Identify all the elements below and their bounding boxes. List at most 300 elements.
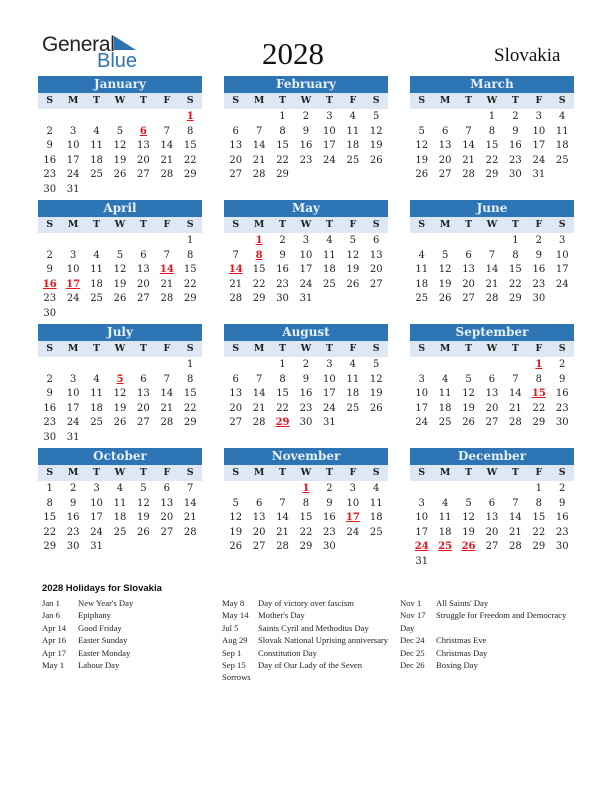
country-name: Slovakia — [494, 45, 561, 66]
holiday-name: Easter Sunday — [78, 635, 128, 646]
day-cell: 21 — [160, 278, 174, 290]
day-cell: 4 — [418, 249, 425, 261]
day-cell: 29 — [183, 169, 197, 181]
day-cell: 8 — [187, 125, 194, 137]
holiday-date: Apr 17 — [42, 647, 67, 658]
day-cell: 26 — [229, 541, 243, 553]
day-cell: 30 — [509, 169, 522, 181]
month-title: December — [410, 448, 574, 465]
day-cell: 20 — [369, 264, 383, 276]
day-cell: 3 — [418, 373, 425, 385]
day-cell: 8 — [187, 249, 194, 261]
weekday-header — [224, 341, 388, 357]
weekday-header — [410, 465, 574, 481]
day-cell: 1 — [535, 483, 542, 494]
day-cell: 23 — [66, 526, 80, 538]
day-cell: 3 — [69, 249, 77, 261]
day-cell: 23 — [299, 154, 313, 166]
day-cell: 30 — [43, 307, 57, 319]
day-cell: 28 — [276, 541, 289, 553]
day-cell: 30 — [323, 541, 336, 553]
day-cell: 17 — [66, 402, 80, 414]
empty-cell — [132, 234, 155, 249]
day-cell: 16 — [43, 402, 57, 414]
day-cell: 18 — [90, 402, 103, 414]
day-cell: 8 — [512, 249, 519, 261]
day-cell: 25 — [438, 417, 452, 429]
holiday-date: Sep 15 — [222, 660, 246, 671]
day-cell: 8 — [488, 125, 496, 137]
empty-cell — [247, 110, 270, 125]
weekday-label: T — [465, 219, 473, 230]
day-cell: 10 — [66, 140, 80, 152]
holiday-item — [400, 647, 580, 659]
holiday-name: All Saints' Day — [436, 598, 489, 608]
day-cell: 13 — [137, 140, 150, 152]
day-cell: 27 — [369, 278, 383, 290]
day-cell: 26 — [369, 402, 383, 414]
day-grid — [38, 481, 202, 555]
day-cell: 18 — [369, 512, 383, 524]
day-cell: 7 — [512, 497, 519, 509]
day-cell: 3 — [349, 483, 356, 494]
day-cell: 23 — [509, 154, 522, 166]
day-cell: 16 — [555, 512, 569, 524]
day-cell: 19 — [462, 526, 475, 538]
empty-cell — [480, 234, 503, 249]
empty-cell — [457, 358, 480, 373]
day-grid — [410, 481, 574, 570]
holiday-day-cell: 14 — [159, 264, 174, 276]
day-cell: 10 — [415, 512, 429, 524]
weekday-label: T — [139, 219, 147, 230]
weekday-label: M — [67, 95, 79, 106]
day-cell: 10 — [415, 388, 429, 400]
day-cell: 24 — [90, 526, 103, 538]
day-cell: 3 — [418, 497, 425, 509]
holiday-day-cell: 14 — [228, 264, 243, 276]
day-cell: 8 — [279, 373, 286, 385]
day-grid — [410, 109, 574, 183]
weekday-label: M — [439, 343, 451, 354]
holiday-date: Jan 1 — [42, 598, 60, 608]
day-cell: 20 — [462, 278, 475, 290]
day-cell: 1 — [279, 359, 286, 370]
holiday-date: Jan 6 — [42, 610, 60, 621]
weekday-label: S — [46, 343, 54, 354]
generalblue-logo — [42, 33, 142, 71]
empty-cell — [108, 110, 131, 125]
day-grid — [224, 233, 388, 307]
weekday-label: T — [93, 343, 101, 354]
day-cell: 18 — [415, 278, 429, 290]
empty-cell — [504, 358, 527, 373]
day-cell: 2 — [279, 235, 286, 246]
month-title: September — [410, 324, 574, 341]
day-cell: 18 — [90, 278, 103, 290]
month-title: May — [224, 200, 388, 217]
weekday-label: S — [186, 219, 194, 230]
day-cell: 10 — [66, 264, 80, 276]
day-cell: 29 — [532, 541, 546, 553]
holiday-item — [42, 659, 212, 671]
day-cell: 29 — [532, 417, 546, 429]
day-cell: 6 — [488, 497, 496, 509]
day-cell: 22 — [299, 526, 313, 538]
day-cell: 13 — [137, 264, 150, 276]
empty-cell — [247, 482, 270, 497]
empty-cell — [457, 482, 480, 497]
weekday-label: M — [253, 219, 265, 230]
day-cell: 6 — [232, 125, 239, 137]
day-cell: 24 — [415, 417, 429, 429]
day-cell: 30 — [299, 417, 313, 429]
day-cell: 19 — [415, 154, 429, 166]
weekday-label: S — [372, 95, 380, 106]
empty-cell — [155, 110, 178, 125]
holiday-day-cell: 26 — [461, 541, 476, 553]
day-cell: 6 — [140, 373, 147, 385]
weekday-label: F — [349, 343, 357, 354]
day-cell: 1 — [46, 483, 53, 494]
day-cell: 16 — [299, 388, 313, 400]
day-cell: 16 — [276, 264, 289, 276]
weekday-label: T — [93, 467, 101, 478]
day-cell: 21 — [229, 278, 243, 290]
day-cell: 24 — [532, 154, 546, 166]
holiday-day-cell: 17 — [66, 278, 81, 290]
day-cell: 6 — [232, 373, 239, 385]
holiday-item — [222, 647, 392, 659]
day-cell: 4 — [349, 359, 356, 370]
empty-cell — [61, 234, 84, 249]
day-cell: 15 — [276, 388, 289, 400]
weekday-label: S — [372, 343, 380, 354]
weekday-header — [410, 217, 574, 233]
holidays-title: 2028 Holidays for Slovakia — [42, 583, 162, 594]
holiday-day-cell: 1 — [302, 483, 310, 494]
day-cell: 28 — [160, 169, 174, 181]
day-cell: 17 — [415, 526, 429, 538]
day-cell: 9 — [559, 373, 566, 385]
day-cell: 13 — [137, 388, 150, 400]
day-cell: 23 — [555, 526, 569, 538]
weekday-label: T — [139, 95, 147, 106]
empty-cell — [38, 234, 61, 249]
day-cell: 21 — [509, 402, 522, 414]
day-cell: 28 — [462, 169, 475, 181]
weekday-label: M — [253, 467, 265, 478]
day-cell: 8 — [46, 497, 53, 509]
day-cell: 2 — [302, 111, 310, 122]
day-cell: 11 — [323, 249, 336, 261]
day-cell: 6 — [465, 249, 472, 261]
empty-cell — [132, 110, 155, 125]
weekday-label: T — [139, 467, 147, 478]
day-cell: 19 — [462, 402, 475, 414]
day-cell: 11 — [90, 264, 103, 276]
day-cell: 27 — [160, 526, 174, 538]
day-cell: 22 — [252, 278, 266, 290]
day-cell: 24 — [66, 293, 80, 305]
weekday-label: T — [279, 467, 287, 478]
day-cell: 12 — [438, 264, 452, 276]
holiday-date: Dec 25 — [400, 647, 425, 658]
weekday-label: S — [232, 467, 240, 478]
day-cell: 30 — [532, 293, 546, 305]
day-cell: 15 — [183, 140, 197, 152]
empty-cell — [410, 482, 433, 497]
day-cell: 5 — [373, 359, 380, 370]
day-cell: 3 — [326, 111, 333, 122]
day-cell: 25 — [90, 417, 103, 429]
day-cell: 26 — [438, 293, 452, 305]
weekday-label: M — [67, 467, 79, 478]
day-cell: 3 — [69, 373, 77, 385]
day-cell: 29 — [485, 169, 499, 181]
holiday-item — [222, 597, 392, 609]
holiday-item — [42, 597, 212, 609]
holiday-name: Constitution Day — [258, 647, 317, 658]
day-cell: 16 — [509, 140, 522, 152]
weekday-label: T — [325, 467, 333, 478]
day-cell: 6 — [441, 125, 449, 137]
day-cell: 9 — [512, 125, 519, 137]
day-cell: 27 — [462, 293, 475, 305]
day-cell: 22 — [276, 154, 289, 166]
day-cell: 14 — [160, 140, 174, 152]
day-cell: 7 — [187, 483, 194, 494]
day-cell: 3 — [559, 235, 566, 246]
day-cell: 9 — [46, 388, 53, 400]
holiday-name: Saints Cyril and Methodius Day — [258, 622, 369, 633]
month-title: June — [410, 200, 574, 217]
holiday-day-cell: 16 — [42, 278, 57, 290]
weekday-label: W — [300, 467, 312, 478]
day-cell: 14 — [462, 140, 475, 152]
day-cell: 16 — [323, 512, 336, 524]
day-cell: 13 — [229, 388, 243, 400]
holiday-item — [222, 634, 392, 646]
day-grid — [224, 357, 388, 431]
day-cell: 2 — [326, 483, 333, 494]
day-cell: 29 — [43, 541, 57, 553]
day-cell: 4 — [441, 373, 449, 385]
day-cell: 12 — [113, 264, 127, 276]
month-title: October — [38, 448, 202, 465]
day-cell: 9 — [302, 125, 310, 137]
day-cell: 14 — [252, 140, 266, 152]
holiday-item — [42, 647, 212, 659]
weekday-header — [224, 217, 388, 233]
day-cell: 4 — [93, 125, 100, 137]
day-cell: 17 — [323, 140, 336, 152]
empty-cell — [155, 234, 178, 249]
day-cell: 1 — [279, 111, 286, 122]
weekday-label: W — [114, 219, 126, 230]
day-cell: 25 — [555, 154, 569, 166]
day-cell: 11 — [438, 388, 452, 400]
weekday-label: T — [511, 343, 519, 354]
day-cell: 3 — [535, 111, 542, 122]
day-cell: 28 — [160, 293, 174, 305]
holiday-date: Sep 1 — [222, 647, 242, 658]
month-title: April — [38, 200, 202, 217]
day-cell: 31 — [66, 431, 80, 443]
empty-cell — [410, 234, 433, 249]
weekday-label: M — [67, 343, 79, 354]
weekday-label: F — [349, 467, 357, 478]
month-november — [224, 448, 388, 555]
logo-triangle-icon — [114, 36, 136, 50]
weekday-label: F — [163, 343, 171, 354]
day-cell: 18 — [323, 264, 336, 276]
weekday-header — [224, 465, 388, 481]
day-grid — [38, 233, 202, 322]
day-cell: 12 — [346, 249, 360, 261]
empty-cell — [410, 110, 433, 125]
month-october — [38, 448, 202, 555]
day-cell: 27 — [485, 541, 499, 553]
holiday-day-cell: 5 — [116, 373, 124, 385]
day-cell: 21 — [160, 402, 174, 414]
day-cell: 17 — [323, 388, 336, 400]
day-cell: 30 — [43, 183, 57, 195]
day-cell: 26 — [137, 526, 150, 538]
day-cell: 18 — [90, 154, 103, 166]
weekday-label: T — [465, 343, 473, 354]
day-cell: 18 — [113, 512, 127, 524]
day-cell: 1 — [187, 359, 194, 370]
day-cell: 25 — [90, 293, 103, 305]
empty-cell — [85, 110, 108, 125]
empty-cell — [38, 358, 61, 373]
day-cell: 25 — [346, 402, 360, 414]
weekday-label: F — [535, 219, 543, 230]
day-cell: 20 — [137, 278, 150, 290]
day-cell: 21 — [485, 278, 499, 290]
day-cell: 25 — [323, 278, 336, 290]
day-cell: 23 — [43, 169, 57, 181]
holiday-day-cell: 29 — [275, 417, 290, 429]
day-cell: 11 — [90, 388, 103, 400]
weekday-label: S — [186, 343, 194, 354]
day-cell: 10 — [299, 249, 313, 261]
day-cell: 18 — [346, 388, 360, 400]
holiday-name: Slovak National Uprising anniversary — [258, 635, 389, 646]
day-cell: 26 — [369, 154, 383, 166]
day-cell: 3 — [93, 483, 100, 494]
day-cell: 28 — [485, 293, 499, 305]
weekday-header — [38, 465, 202, 481]
weekday-label: S — [372, 467, 380, 478]
day-cell: 19 — [137, 512, 150, 524]
weekday-label: M — [439, 219, 451, 230]
day-cell: 15 — [509, 264, 522, 276]
month-title: August — [224, 324, 388, 341]
day-cell: 2 — [559, 359, 566, 370]
day-cell: 31 — [532, 169, 546, 181]
day-cell: 22 — [532, 526, 546, 538]
day-cell: 1 — [187, 235, 194, 246]
day-cell: 9 — [69, 497, 77, 509]
day-cell: 28 — [252, 169, 266, 181]
weekday-label: M — [253, 95, 265, 106]
month-august — [224, 324, 388, 431]
day-cell: 27 — [137, 293, 150, 305]
day-cell: 2 — [46, 249, 53, 261]
day-cell: 20 — [137, 154, 150, 166]
day-cell: 7 — [465, 125, 472, 137]
holiday-day-cell: 8 — [255, 249, 263, 261]
day-cell: 23 — [555, 402, 569, 414]
day-cell: 16 — [555, 388, 569, 400]
empty-cell — [61, 358, 84, 373]
day-cell: 22 — [43, 526, 57, 538]
holiday-date: Dec 24 — [400, 635, 425, 646]
day-cell: 12 — [137, 497, 150, 509]
day-cell: 17 — [532, 140, 546, 152]
day-cell: 13 — [160, 497, 174, 509]
day-cell: 3 — [302, 235, 310, 246]
empty-cell — [247, 358, 270, 373]
empty-cell — [224, 110, 247, 125]
day-cell: 1 — [488, 111, 496, 122]
day-cell: 23 — [276, 278, 289, 290]
day-cell: 6 — [163, 483, 170, 494]
day-cell: 25 — [113, 526, 127, 538]
weekday-label: M — [67, 219, 79, 230]
month-july — [38, 324, 202, 446]
day-cell: 9 — [279, 249, 286, 261]
empty-cell — [271, 482, 294, 497]
day-cell: 12 — [415, 140, 429, 152]
day-cell: 23 — [532, 278, 546, 290]
day-cell: 4 — [326, 235, 333, 246]
day-cell: 15 — [276, 140, 289, 152]
day-cell: 24 — [299, 278, 313, 290]
weekday-label: T — [139, 343, 147, 354]
day-cell: 19 — [113, 278, 127, 290]
day-cell: 5 — [140, 483, 147, 494]
weekday-label: W — [486, 95, 498, 106]
day-cell: 10 — [346, 497, 360, 509]
weekday-label: T — [93, 219, 101, 230]
day-cell: 21 — [183, 512, 197, 524]
weekday-label: F — [349, 219, 357, 230]
day-cell: 13 — [462, 264, 475, 276]
weekday-label: T — [279, 95, 287, 106]
weekday-label: W — [486, 467, 498, 478]
day-cell: 9 — [535, 249, 542, 261]
weekday-label: T — [465, 467, 473, 478]
holiday-item — [400, 634, 580, 646]
holiday-item — [222, 659, 392, 684]
weekday-header — [410, 93, 574, 109]
weekday-label: S — [232, 343, 240, 354]
day-cell: 6 — [373, 235, 380, 246]
day-cell: 13 — [369, 249, 383, 261]
month-march — [410, 76, 574, 183]
day-cell: 12 — [462, 388, 475, 400]
day-cell: 12 — [229, 512, 243, 524]
day-cell: 4 — [373, 483, 380, 494]
day-cell: 20 — [438, 154, 452, 166]
holiday-name: Boxing Day — [436, 660, 478, 671]
holiday-day-cell: 15 — [531, 388, 546, 400]
weekday-label: S — [46, 95, 54, 106]
day-cell: 12 — [369, 373, 383, 385]
